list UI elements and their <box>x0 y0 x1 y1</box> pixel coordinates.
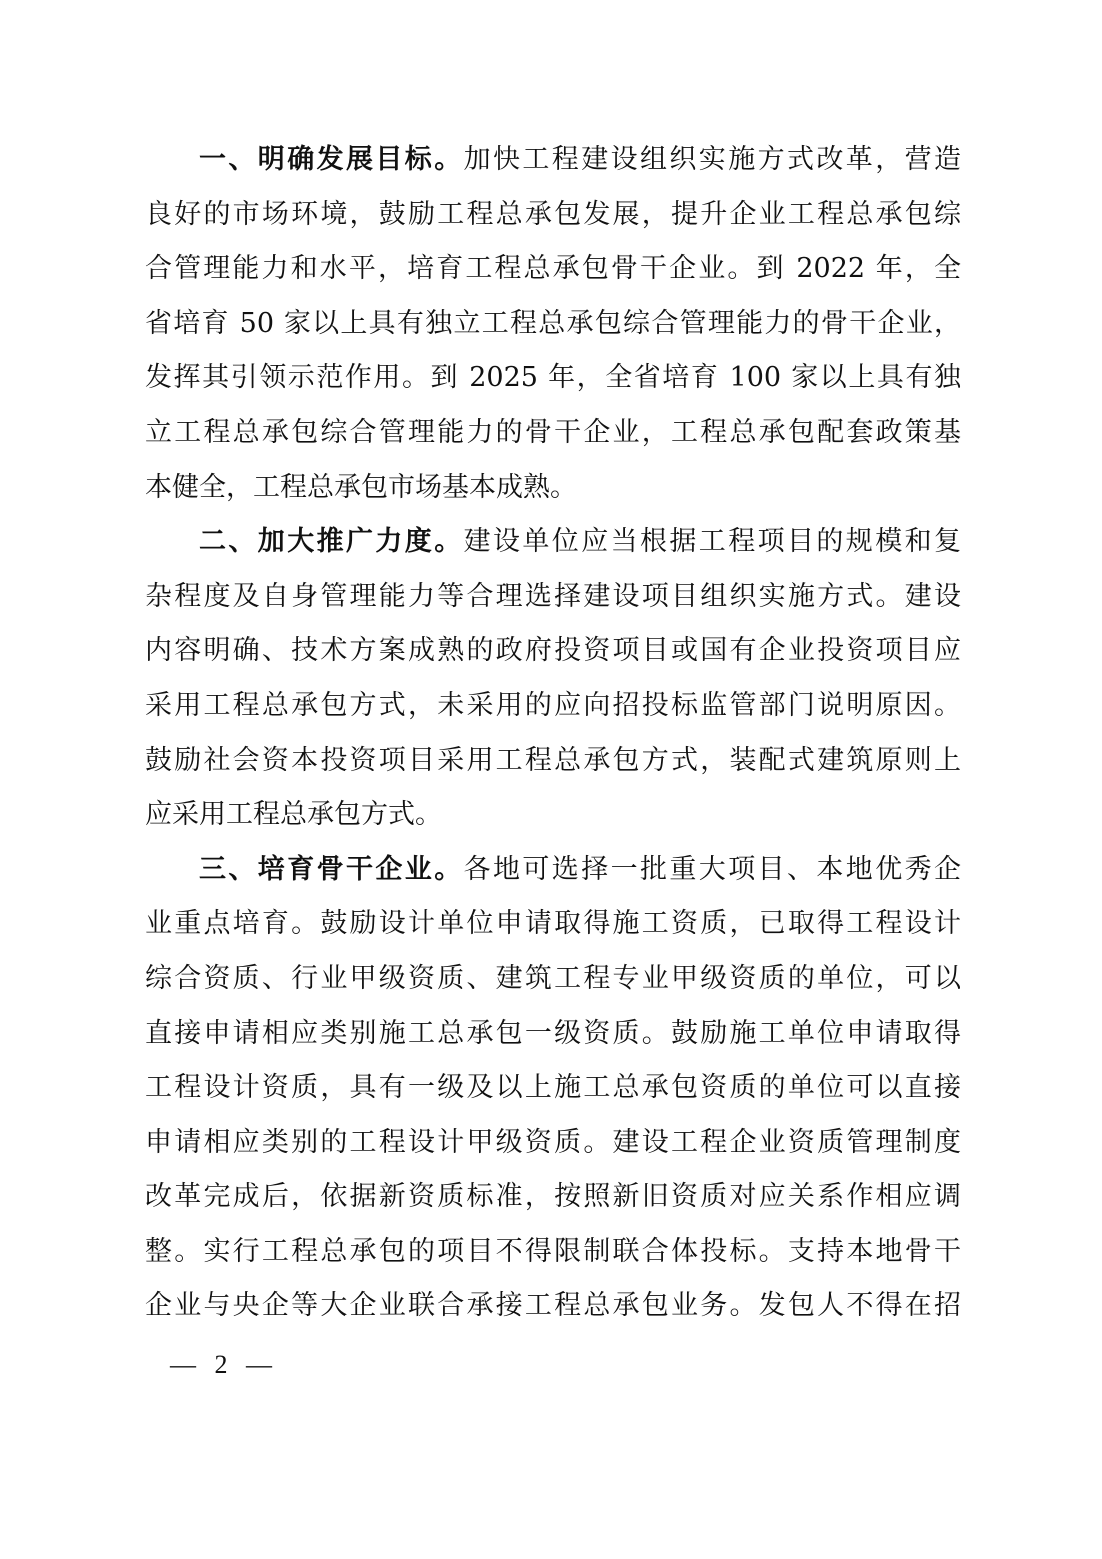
paragraph-line: 改革完成后，依据新资质标准，按照新旧资质对应关系作相应调 <box>145 1181 961 1213</box>
paragraph-line: 发挥其引领示范作用。到 2025 年，全省培育 100 家以上具有独 <box>145 362 961 394</box>
paragraph-line: 业重点培育。鼓励设计单位申请取得施工资质，已取得工程设计 <box>145 908 961 940</box>
paragraph-line: 鼓励社会资本投资项目采用工程总承包方式，装配式建筑原则上 <box>145 744 961 776</box>
paragraph-line: 省培育 50 家以上具有独立工程总承包综合管理能力的骨干企业， <box>145 307 961 339</box>
paragraph-line: 综合资质、行业甲级资质、建筑工程专业甲级资质的单位，可以 <box>145 962 961 994</box>
paragraph-line: 应采用工程总承包方式。 <box>145 799 442 831</box>
section-heading: 三、培育骨干企业。 <box>199 853 464 885</box>
paragraph-line: 二、加大推广力度。建设单位应当根据工程项目的规模和复 <box>199 526 962 558</box>
paragraph-line: 直接申请相应类别施工总承包一级资质。鼓励施工单位申请取得 <box>145 1017 961 1049</box>
body-text <box>145 133 961 1334</box>
page-number: — 2 — <box>170 1350 278 1379</box>
paragraph-line: 工程设计资质，具有一级及以上施工总承包资质的单位可以直接 <box>145 1072 961 1104</box>
paragraph-line: 杂程度及自身管理能力等合理选择建设项目组织实施方式。建设 <box>145 580 961 612</box>
paragraph-line: 立工程总承包综合管理能力的骨干企业，工程总承包配套政策基 <box>145 416 961 448</box>
paragraph-line: 申请相应类别的工程设计甲级资质。建设工程企业资质管理制度 <box>145 1126 961 1158</box>
section-heading: 一、明确发展目标。 <box>199 144 464 175</box>
paragraph-line: 企业与央企等大企业联合承接工程总承包业务。发包人不得在招 <box>145 1290 961 1322</box>
paragraph-line: 良好的市场环境，鼓励工程总承包发展，提升企业工程总承包综 <box>145 198 961 230</box>
paragraph-line: 本健全，工程总承包市场基本成熟。 <box>145 471 577 503</box>
paragraph-line: 采用工程总承包方式，未采用的应向招投标监管部门说明原因。 <box>145 689 961 721</box>
paragraph-line: 内容明确、技术方案成熟的政府投资项目或国有企业投资项目应 <box>145 635 961 667</box>
paragraph-line: 整。实行工程总承包的项目不得限制联合体投标。支持本地骨干 <box>145 1235 961 1267</box>
paragraph-line: 合管理能力和水平，培育工程总承包骨干企业。到 2022 年，全 <box>145 253 961 285</box>
paragraph-line: 三、培育骨干企业。各地可选择一批重大项目、本地优秀企 <box>199 853 962 885</box>
paragraph-line: 一、明确发展目标。加快工程建设组织实施方式改革，营造 <box>199 144 962 175</box>
section-heading: 二、加大推广力度。 <box>199 526 464 558</box>
